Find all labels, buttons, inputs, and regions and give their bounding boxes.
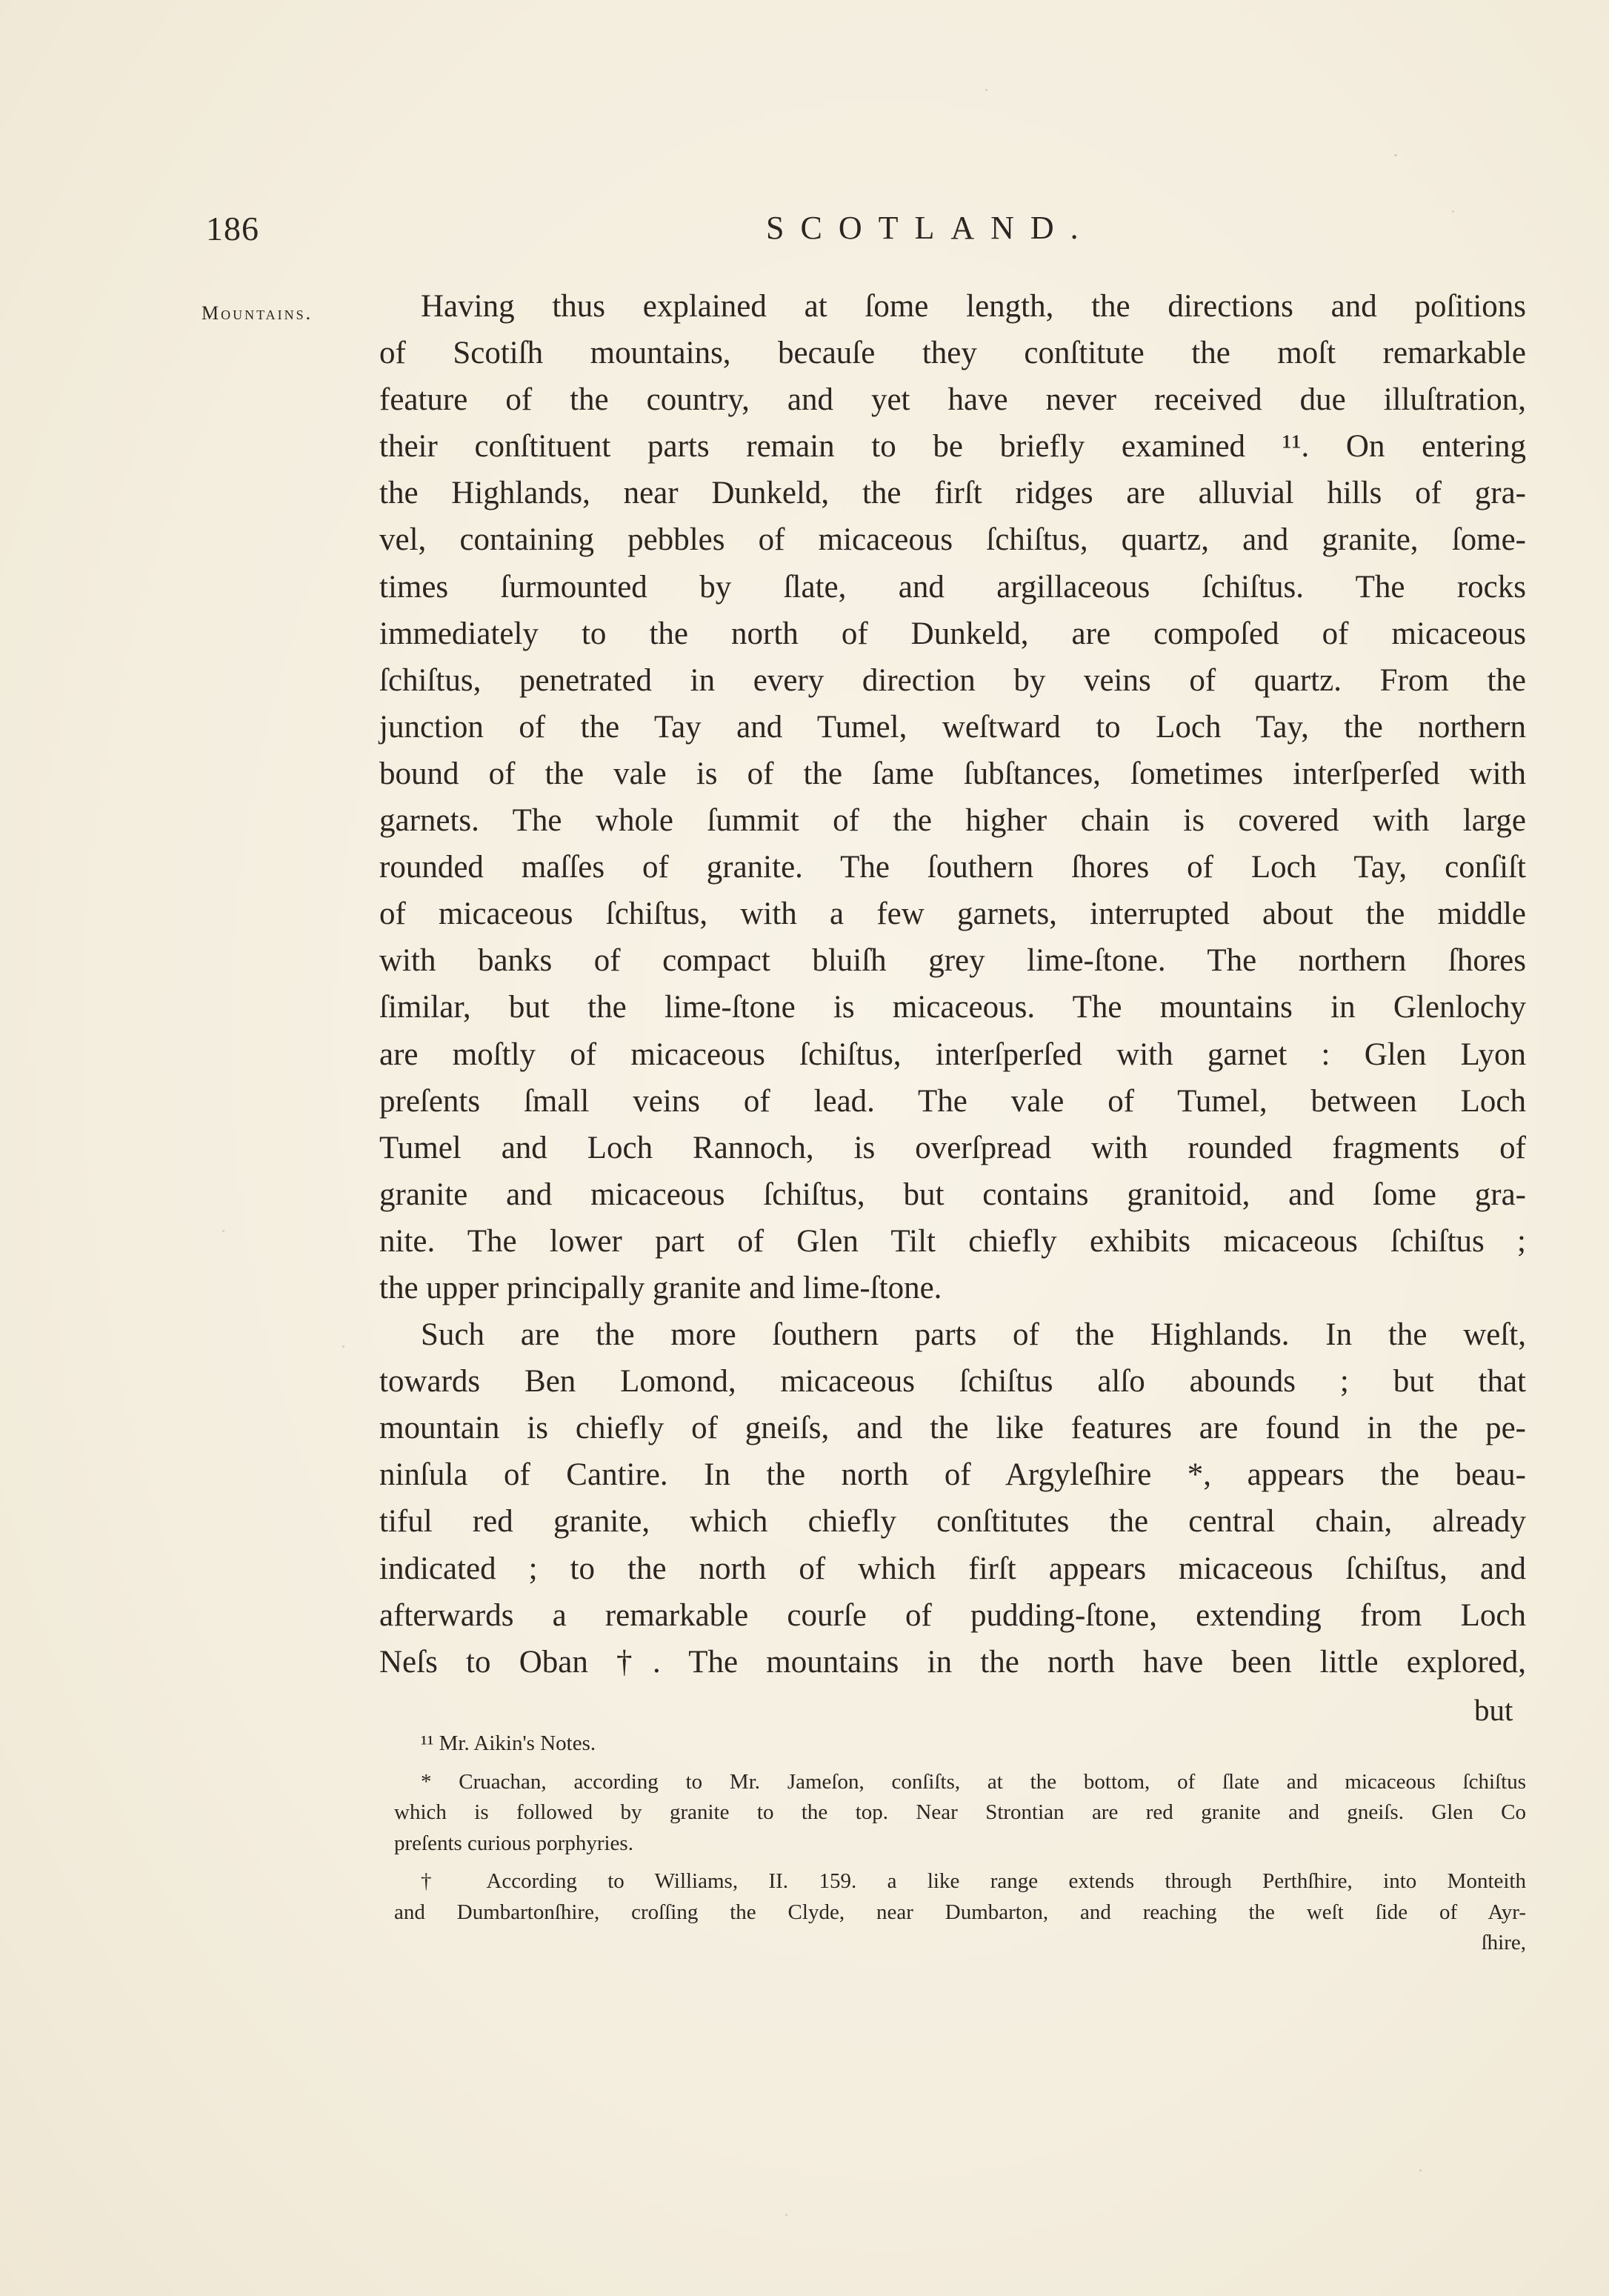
footnote-line: ſhire, bbox=[1481, 1931, 1526, 1954]
margin-note: Mountains. bbox=[201, 302, 313, 324]
paper-speck bbox=[1419, 2169, 1422, 2172]
text-line: granite and micaceous ſchiſtus, but contains granitoid, and ſome gra- bbox=[379, 1177, 1526, 1212]
text-line: Such are the more ſouthern parts of the Highlands. In the weſt, bbox=[421, 1317, 1526, 1353]
text-line: their conſtituent parts remain to be briefly examined ¹¹. On entering bbox=[379, 429, 1526, 465]
text-line: of micaceous ſchiſtus, with a few garnets, interrupted about the middle bbox=[379, 896, 1526, 932]
text-line: Having thus explained at ſome length, the directions and poſitions bbox=[421, 289, 1526, 324]
text-line: Tumel and Loch Rannoch, is overſpread with rounded fragments of bbox=[379, 1130, 1526, 1165]
text-line: junction of the Tay and Tumel, weſtward to Loch Tay, the northern bbox=[379, 709, 1526, 745]
text-line: ninſula of Cantire. In the north of Argyleſhire *, appears the beau- bbox=[379, 1457, 1526, 1493]
text-line: bound of the vale is of the ſame ſubſtances, ſometimes interſperſed with bbox=[379, 756, 1526, 791]
paper-speck bbox=[785, 2214, 787, 2216]
text-line: the Highlands, near Dunkeld, the firſt ridges are alluvial hills of gra- bbox=[379, 476, 1526, 511]
text-line: of Scotiſh mountains, becauſe they conſtitute the moſt remarkable bbox=[379, 336, 1526, 371]
footnote-line: and Dumbartonſhire, croſſing the Clyde, near Dumbarton, and reaching the weſt ſide of Ayr- bbox=[394, 1900, 1526, 1924]
text-line: towards Ben Lomond, micaceous ſchiſtus alſo abounds ; but that bbox=[379, 1364, 1526, 1400]
footnote-line: ¹¹ Mr. Aikin's Notes. bbox=[421, 1731, 596, 1755]
text-line: garnets. The whole ſummit of the higher chain is covered with large bbox=[379, 803, 1526, 839]
footnote bbox=[394, 1767, 1526, 1860]
paper-speck bbox=[985, 89, 987, 91]
text-line: nite. The lower part of Glen Tilt chiefly exhibits micaceous ſchiſtus ; bbox=[379, 1223, 1526, 1259]
footnote bbox=[394, 1866, 1526, 1959]
footnote-line: * Cruachan, according to Mr. Jameſon, conſiſts, at the bottom, of ſlate and micaceous ſchiſtus bbox=[421, 1769, 1526, 1794]
text-line: are moſtly of micaceous ſchiſtus, interſperſed with garnet : Glen Lyon bbox=[379, 1036, 1526, 1072]
text-line: afterwards a remarkable courſe of pudding-ſtone, extending from Loch bbox=[379, 1597, 1526, 1633]
text-line: vel, containing pebbles of micaceous ſchiſtus, quartz, and granite, ſome- bbox=[379, 522, 1526, 558]
footnotes bbox=[394, 1728, 1526, 1959]
paper-speck bbox=[1394, 154, 1397, 156]
text-line: ſchiſtus, penetrated in every direction by veins of quartz. From the bbox=[379, 662, 1526, 698]
text-line: tiful red granite, which chiefly conſtitutes the central chain, already bbox=[379, 1504, 1526, 1540]
text-line: mountain is chiefly of gneiſs, and the like features are found in the pe- bbox=[379, 1411, 1526, 1446]
text-line: feature of the country, and yet have never received due illuſtration, bbox=[379, 382, 1526, 418]
footnote-line: preſents curious porphyries. bbox=[394, 1831, 633, 1855]
page-number: 186 bbox=[206, 210, 259, 247]
text-line: ſimilar, but the lime-ſtone is micaceous. The mountains in Glenlochy bbox=[379, 990, 1526, 1025]
text-line: times ſurmounted by ſlate, and argillaceous ſchiſtus. The rocks bbox=[379, 569, 1526, 605]
paper-speck bbox=[1452, 210, 1454, 213]
text-line: rounded maſſes of granite. The ſouthern ſhores of Loch Tay, conſiſt bbox=[379, 850, 1526, 885]
catchword: but bbox=[1474, 1693, 1513, 1727]
text-line: with banks of compact bluiſh grey lime-ſtone. The northern ſhores bbox=[379, 943, 1526, 979]
body-text bbox=[379, 283, 1526, 1686]
paper-speck bbox=[342, 1345, 344, 1348]
footnote-line: † According to Williams, II. 159. a like range extends through Perthſhire, into Monteith bbox=[421, 1869, 1526, 1893]
text-line: immediately to the north of Dunkeld, are compoſed of micaceous bbox=[379, 616, 1526, 651]
text-line: Neſs to Oban †. The mountains in the north have been little explored, bbox=[379, 1644, 1526, 1680]
text-line: preſents ſmall veins of lead. The vale of Tumel, between Loch bbox=[379, 1083, 1526, 1119]
footnote bbox=[394, 1728, 1526, 1760]
text-line: the upper principally granite and lime-ſtone. bbox=[379, 1270, 942, 1305]
footnote-line: which is followed by granite to the top. Near Strontian are red granite and gneiſs. Glen Co bbox=[394, 1800, 1526, 1824]
text-line: indicated ; to the north of which firſt appears micaceous ſchiſtus, and bbox=[379, 1551, 1526, 1586]
running-head: SCOTLAND. bbox=[766, 210, 1095, 246]
paper-speck bbox=[222, 1230, 224, 1232]
